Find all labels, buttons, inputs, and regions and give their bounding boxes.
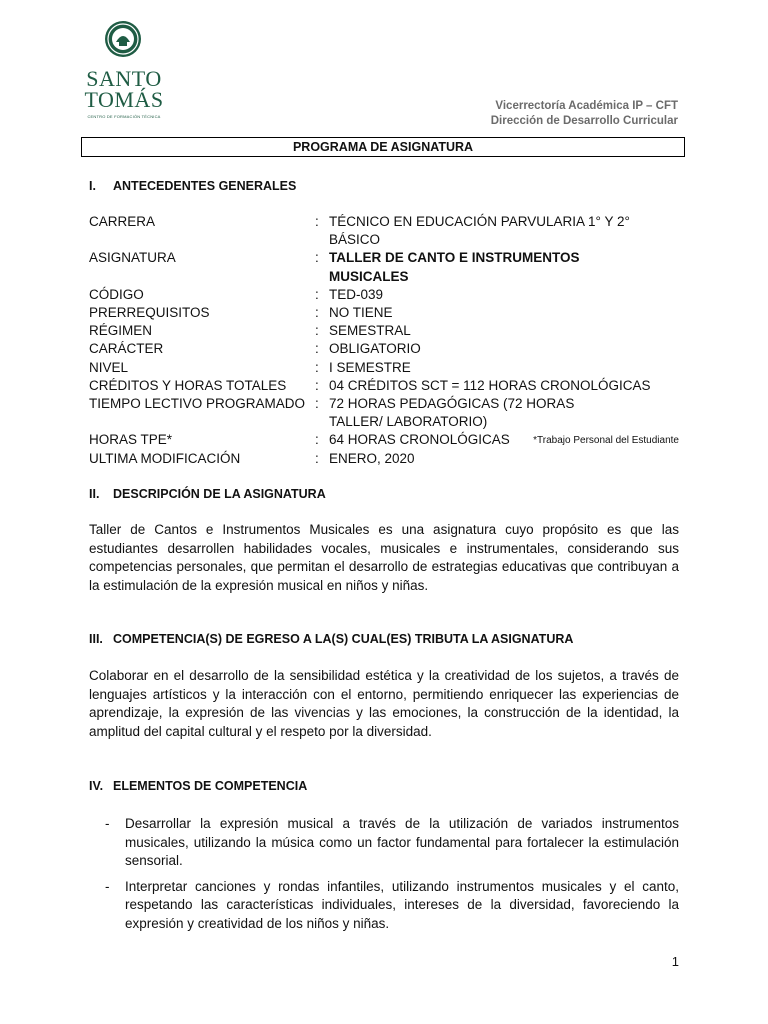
footnote: *Trabajo Personal del Estudiante [533,435,679,446]
info-value: TÉCNICO EN EDUCACIÓN PARVULARIA 1° Y 2° BÁSICO [329,214,630,248]
info-key: CÓDIGO [89,286,144,302]
logo-subtitle: CENTRO DE FORMACIÓN TÉCNICA [87,114,161,119]
info-row-asignatura [89,249,689,285]
info-value: TALLER DE CANTO E INSTRUMENTOS MUSICALES [329,250,580,284]
info-key: RÉGIMEN [89,323,153,339]
info-colon: : [315,396,319,412]
logo-text-line2: TOMÁS [84,87,164,112]
info-key: ASIGNATURA [89,250,176,266]
info-colon: : [315,323,319,339]
info-key: HORAS TPE* [89,432,173,448]
info-key: NIVEL [89,359,129,375]
info-row-carrera [89,213,689,249]
info-colon: : [315,341,319,357]
info-key: TIEMPO LECTIVO PROGRAMADO [89,396,306,412]
info-key: CARRERA [89,214,156,229]
info-value: NO TIENE [329,305,393,321]
section-2-number: II. [89,487,100,501]
section-1-heading [89,179,296,193]
info-value: OBLIGATORIO [329,341,421,357]
info-colon: : [315,250,319,266]
info-value: SEMESTRAL [329,323,411,339]
list-item [105,815,679,871]
section-2-heading [89,487,326,501]
info-row-nivel [89,359,689,377]
logo-text-line1: SANTO [86,66,162,91]
info-value: I SEMESTRE [329,359,411,375]
info-row-prerrequisitos [89,304,689,322]
section-3-number: III. [89,632,103,646]
section-3-heading [89,632,573,646]
info-value: ENERO, 2020 [329,450,415,466]
info-row-codigo [89,286,689,304]
list-item-text: Desarrollar la expresión musical a través de la utilización de variados instrumentos musicales, utilizando la música como un factor fundamental para fortalecer la estimulación sensorial. [125,816,679,869]
page-number: 1 [671,954,679,969]
header-line-2: Dirección de Desarrollo Curricular [490,115,678,127]
list-item-text: Interpretar canciones y rondas infantiles, utilizando instrumentos musicales y el canto, respetando las características individuales, intereses de la diversidad, favoreciendo la expresión y creatividad de los niños y niñas. [125,878,679,931]
info-colon: : [315,305,319,321]
seal-icon [104,20,142,58]
info-key: PRERREQUISITOS [89,305,210,321]
info-row-regimen [89,322,689,340]
info-value: 72 HORAS PEDAGÓGICAS (72 HORAS TALLER/ LABORATORIO) [329,396,575,430]
section-2-title: DESCRIPCIÓN DE LA ASIGNATURA [113,487,326,501]
competency-elements-list [105,815,679,941]
section-1-title: ANTECEDENTES GENERALES [113,179,297,193]
section-4-title: ELEMENTOS DE COMPETENCIA [113,779,308,793]
section-1-number: I. [89,179,96,193]
info-colon: : [315,432,319,448]
section-4-number: IV. [89,779,104,793]
info-value: TED-039 [329,286,384,302]
info-colon: : [315,214,319,229]
info-colon: : [315,359,319,375]
section-2-text: Taller de Cantos e Instrumentos Musicales es una asignatura cuyo propósito es que las estudiantes desarrollen habilidades vocales, musicales e instrumentales, considerando sus competencias personales, que permitan el desarrollo de estrategias educativas que contribuyan a la estimulación de la expresión musical en niños y niñas. [89,522,679,593]
info-value: 04 CRÉDITOS SCT = 112 HORAS CRONOLÓGICAS [329,377,651,393]
bullet-dash: - [105,816,110,831]
santo-tomas-logo [84,20,164,120]
info-colon: : [315,377,319,393]
general-info-table [89,213,689,468]
section-3-title: COMPETENCIA(S) DE EGRESO A LA(S) CUAL(ES) TRIBUTA LA ASIGNATURA [113,632,574,646]
document-title: PROGRAMA DE ASIGNATURA [81,137,685,157]
info-value: 64 HORAS CRONOLÓGICAS [329,432,510,448]
list-item [105,878,679,934]
info-row-caracter [89,340,689,358]
info-key: CARÁCTER [89,341,164,357]
info-row-tiempo-lectivo [89,395,689,431]
info-key: ULTIMA MODIFICACIÓN [89,450,241,466]
info-colon: : [315,286,319,302]
info-row-creditos [89,377,689,395]
info-colon: : [315,450,319,466]
info-row-ultima-modificacion [89,450,689,468]
header-line-1: Vicerrectoría Académica IP – CFT [495,100,678,112]
bullet-dash: - [105,878,110,894]
header-institution [491,99,678,129]
section-4-heading [89,779,307,793]
info-key: CRÉDITOS Y HORAS TOTALES [89,377,287,393]
section-3-text: Colaborar en el desarrollo de la sensibilidad estética y la creatividad de los sujetos, a través de lenguajes artísticos y la interacción con el entorno, permitiendo enriquecer las experiencias de aprendizaje, la expresión de las vivencias y las emociones, la construcción de la identidad, la amplitud del capital cultural y el respeto por la diversidad. [89,668,679,739]
